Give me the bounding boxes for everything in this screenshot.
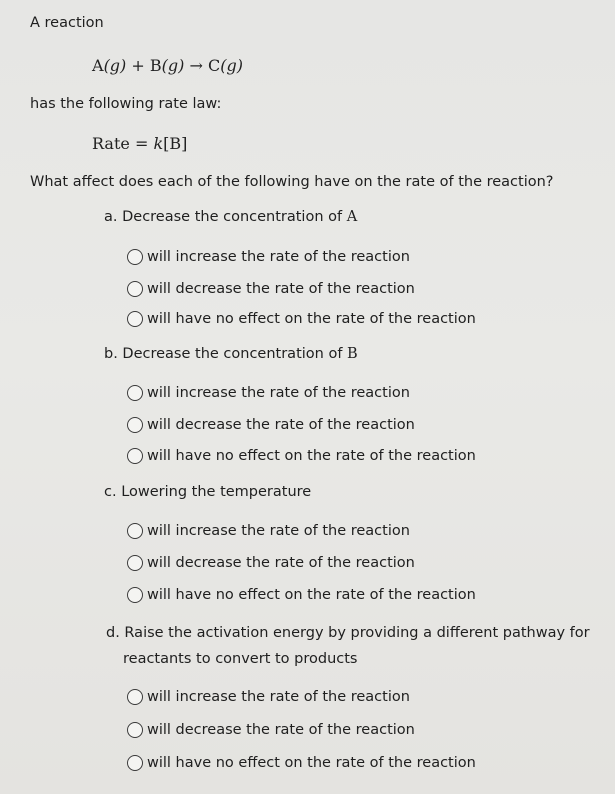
plus-sign: + (131, 56, 145, 75)
part-c-prefix: c. Lowering the temperature (104, 484, 312, 500)
part-a-prefix: a. Decrease the concentration of (104, 209, 347, 225)
radio-button[interactable] (127, 755, 143, 771)
part-b-variable: B (347, 346, 358, 362)
part-d-option-no-effect[interactable] (127, 755, 476, 771)
concentration-b: [B] (163, 134, 188, 153)
radio-button[interactable] (127, 523, 143, 539)
part-c-label (104, 484, 311, 500)
part-a-label (104, 209, 357, 225)
radio-button[interactable] (127, 448, 143, 464)
phase-a: (g) (103, 56, 127, 75)
part-d-line1: d. Raise the activation energy by providing a different pathway for (106, 625, 590, 641)
radio-button[interactable] (127, 249, 143, 265)
option-label: will increase the rate of the reaction (147, 249, 410, 265)
part-d-line2: reactants to convert to products (123, 651, 358, 667)
option-label: will have no effect on the rate of the reaction (147, 448, 476, 464)
option-label: will decrease the rate of the reaction (147, 281, 415, 297)
part-b-prefix: b. Decrease the concentration of (104, 346, 348, 362)
radio-button[interactable] (127, 587, 143, 603)
part-a-option-no-effect[interactable] (127, 311, 476, 327)
part-b-option-decrease[interactable] (127, 417, 415, 433)
reaction-arrow: → (189, 56, 203, 75)
radio-button[interactable] (127, 281, 143, 297)
radio-button[interactable] (127, 385, 143, 401)
reactant-a: A (92, 56, 104, 75)
radio-button[interactable] (127, 555, 143, 571)
radio-button[interactable] (127, 311, 143, 327)
option-label: will decrease the rate of the reaction (147, 722, 415, 738)
part-c-option-increase[interactable] (127, 523, 410, 539)
option-label: will increase the rate of the reaction (147, 689, 410, 705)
question-prompt: What affect does each of the following have on the rate of the reaction? (30, 174, 554, 190)
option-label: will decrease the rate of the reaction (147, 555, 415, 571)
phase-b: (g) (161, 56, 185, 75)
rate-law-label: has the following rate law: (30, 96, 222, 112)
product-c: C (207, 56, 221, 75)
part-d-option-decrease[interactable] (127, 722, 415, 738)
rate-lhs: Rate (92, 134, 130, 153)
part-b-option-no-effect[interactable] (127, 448, 476, 464)
option-label: will have no effect on the rate of the reaction (147, 311, 476, 327)
part-a-option-increase[interactable] (127, 249, 410, 265)
radio-button[interactable] (127, 689, 143, 705)
part-d-option-increase[interactable] (127, 689, 410, 705)
part-b-label (104, 346, 358, 362)
part-d-label (106, 620, 606, 672)
option-label: will increase the rate of the reaction (147, 523, 410, 539)
phase-c: (g) (220, 56, 243, 75)
equals-sign: = (134, 134, 149, 153)
part-b-option-increase[interactable] (127, 385, 410, 401)
option-label: will have no effect on the rate of the reaction (147, 755, 476, 771)
rate-constant: k (153, 134, 164, 153)
radio-button[interactable] (127, 722, 143, 738)
option-label: will have no effect on the rate of the reaction (147, 587, 476, 603)
part-c-option-no-effect[interactable] (127, 587, 476, 603)
intro-reaction-label: A reaction (30, 15, 104, 31)
part-a-variable: A (346, 209, 358, 225)
radio-button[interactable] (127, 417, 143, 433)
reactant-b: B (149, 56, 162, 75)
option-label: will increase the rate of the reaction (147, 385, 410, 401)
part-c-option-decrease[interactable] (127, 555, 415, 571)
option-label: will decrease the rate of the reaction (147, 417, 415, 433)
part-a-option-decrease[interactable] (127, 281, 415, 297)
reaction-equation (92, 56, 243, 75)
rate-law-equation (92, 134, 187, 153)
